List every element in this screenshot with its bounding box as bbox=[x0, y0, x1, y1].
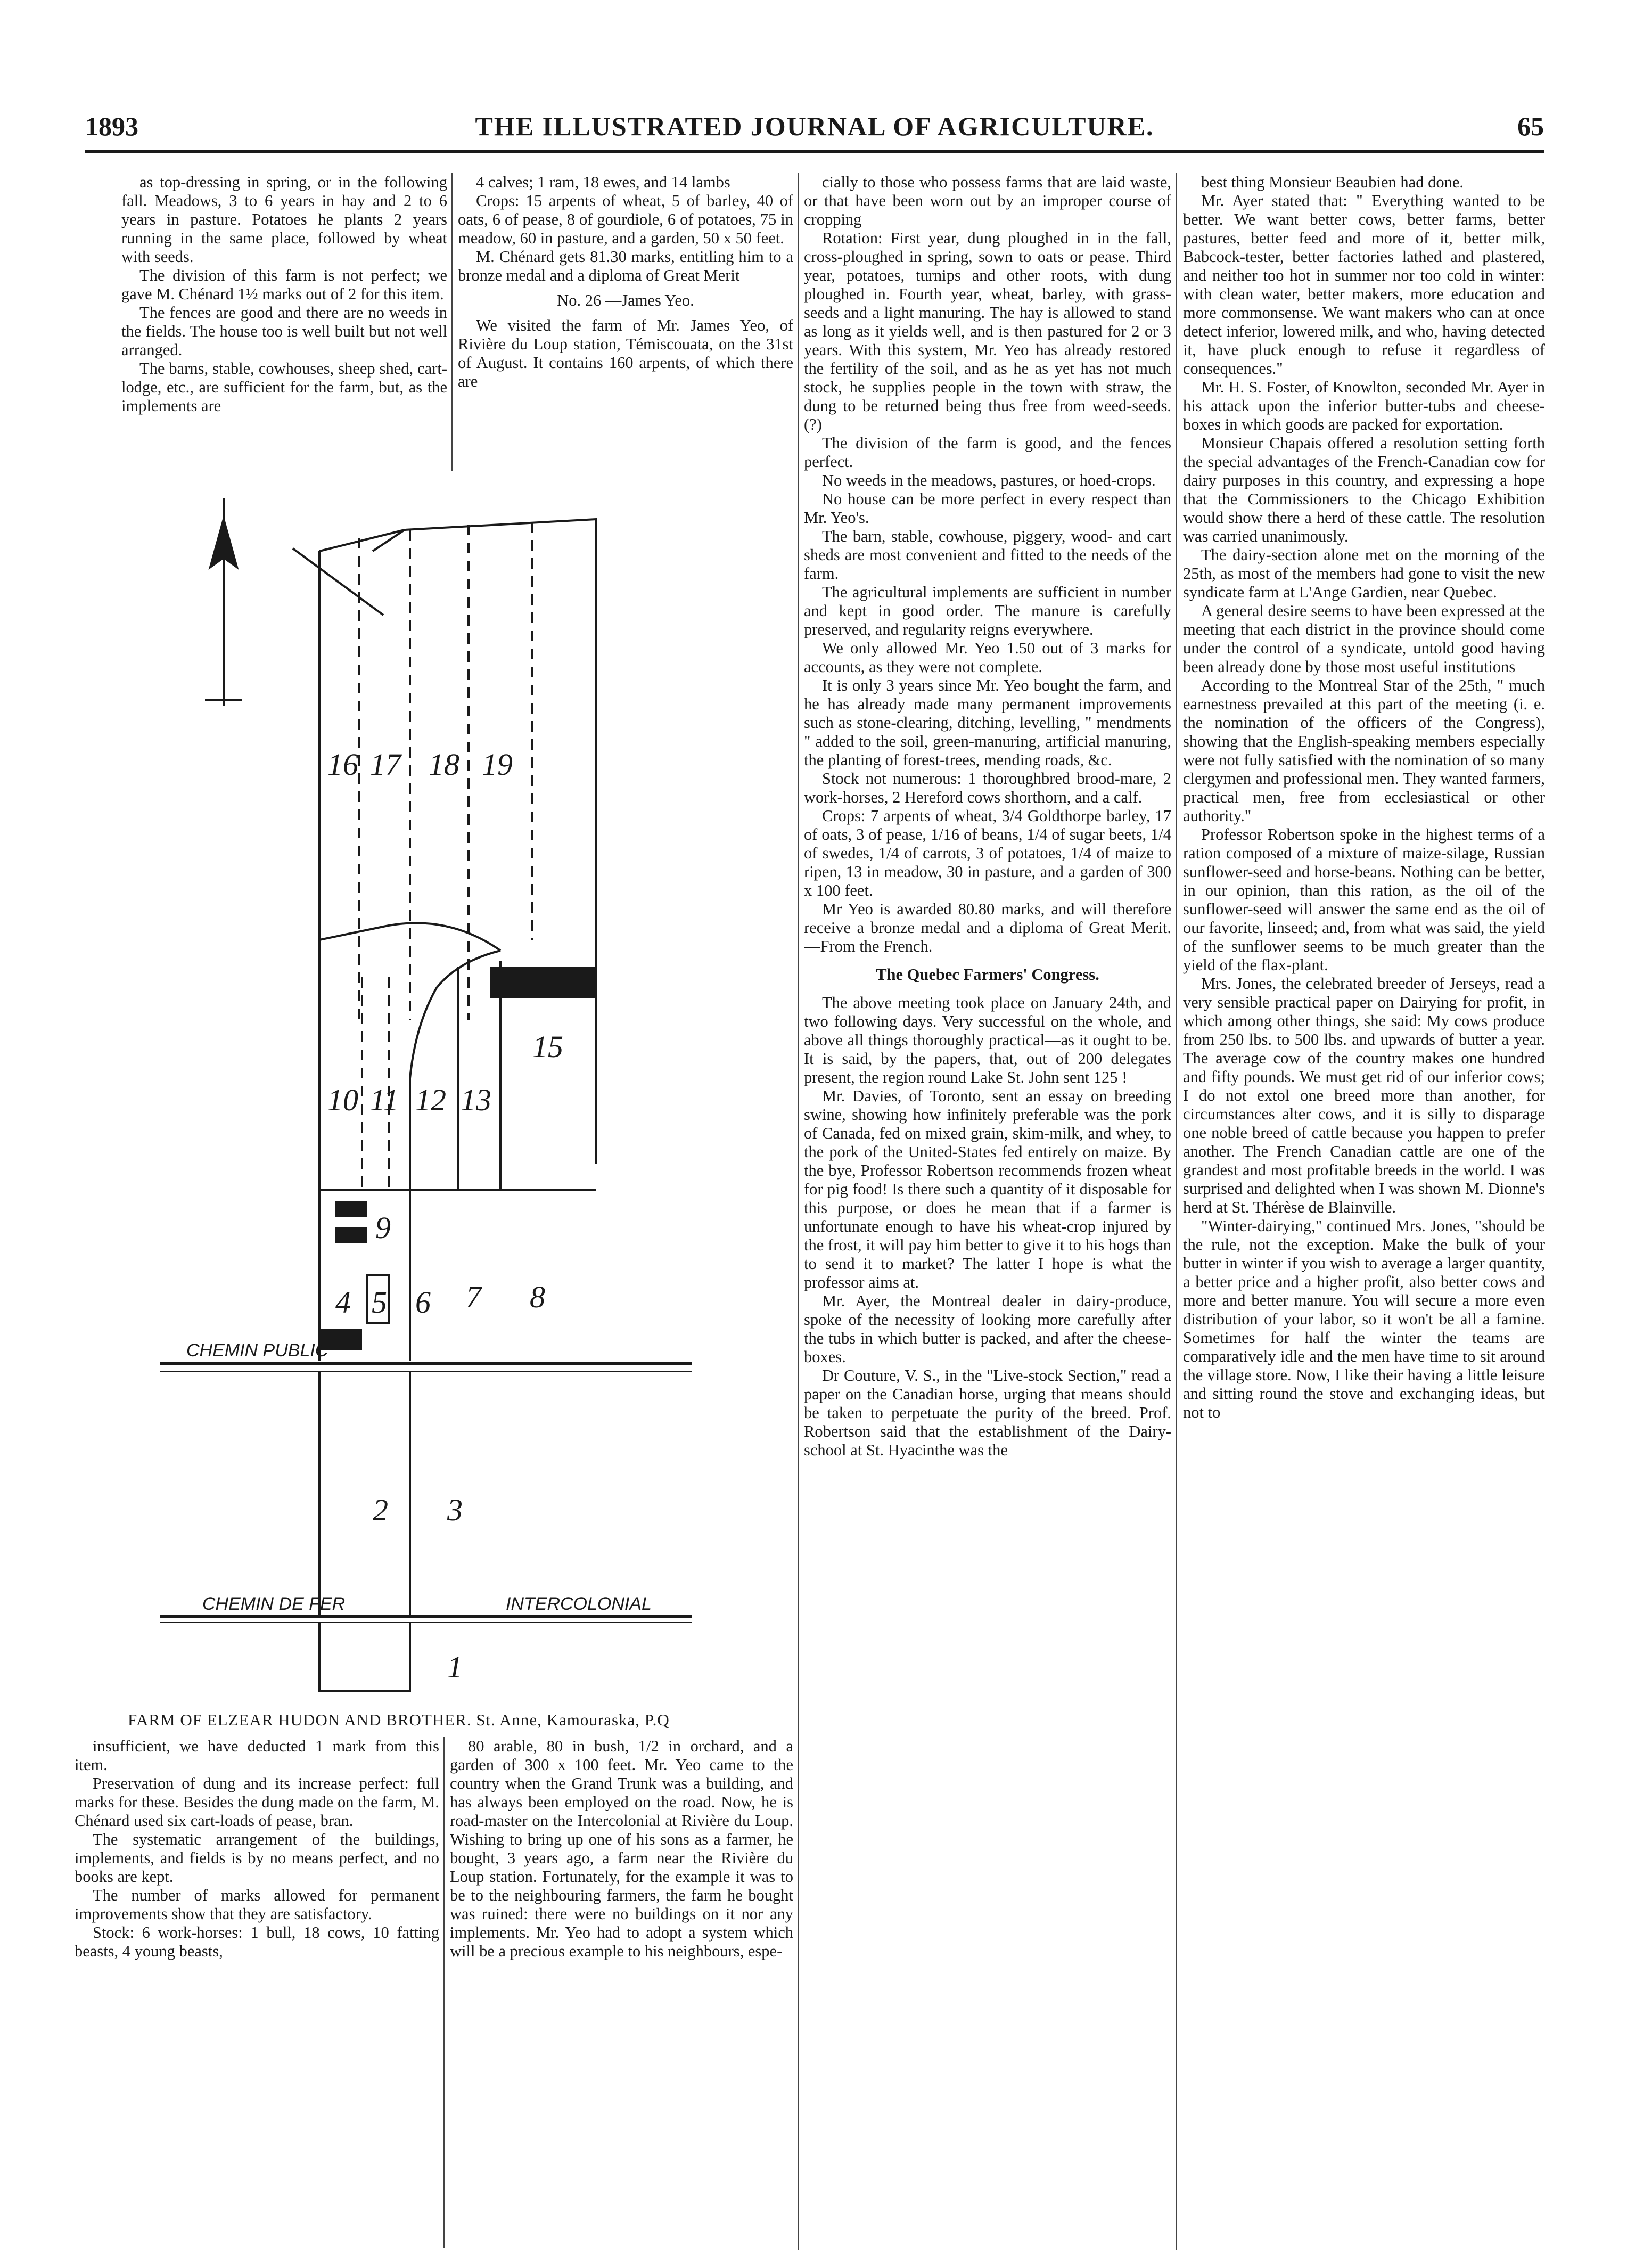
column-divider bbox=[1176, 173, 1177, 2250]
paragraph: Dr Couture, V. S., in the "Live-stock Section," read a paper on the Canadian horse, urging that means should be taken to perpetuate the purity of the breed. Prof. Robertson said that the establishment of the Dairy-school at St. Hyacinthe was the bbox=[804, 1366, 1171, 1459]
paragraph: The above meeting took place on January 24th, and two following days. Very successful on the whole, and above all things thoroughly practical—as it ought to be. It is said, by the papers, that, out of 200 delegates present, the region round Lake St. John sent 125 ! bbox=[804, 994, 1171, 1086]
paragraph: best thing Monsieur Beaubien had done. bbox=[1201, 173, 1464, 191]
paragraph: The number of marks allowed for permanent improvements show that they are satisfactory. bbox=[75, 1886, 439, 1923]
paragraph: A general desire seems to have been expressed at the meeting that each district in the province should come under the control of a syndicate, untold good having been already done by those most useful institutions bbox=[1183, 602, 1545, 676]
paragraph: We only allowed Mr. Yeo 1.50 out of 3 marks for accounts, as they were not complete. bbox=[804, 639, 1171, 676]
column-divider bbox=[451, 173, 453, 471]
paragraph: Professor Robertson spoke in the highest terms of a ration composed of a mixture of maize-silage, Russian sunflower-seed and horse-beans. Nothing can be better, in our opinion, than this ration, as the oil of the sunflower-seed will answer the same end as the oil of our favorite, linseed; and, from what was said, the yield of the sunflower seems to be much greater than the yield of the flax-plant. bbox=[1183, 825, 1545, 974]
paragraph: Mr. Ayer stated that: " Everything wanted to be better. We want better cows, better farms, better pastures, better feed and more of it, better milk, Babcock-tester, better factories lathed and plastered, and neither too hot in summer nor too cold in winter: with clean water, better makers, more education and more commonsense. We want makers who can at once detect inferior, lowered milk, and who, having detected it, have pluck enough to refuse it regardless of consequences." bbox=[1183, 192, 1545, 378]
paragraph: Rotation: First year, dung ploughed in in the fall, cross-ploughed in spring, sown to oats or pease. Third year, potatoes, turnips and other roots, with dung ploughed in. Fourth year, wheat, barley, with grass-seeds and a light manuring. The hay is allowed to stand as long as it yields well, and is then pastured for 2 or 3 years. With this system, Mr. Yeo has already restored the fertility of the soil, and as he as yet has not much stock, he supplies people in the town with straw, the dung to be returned being thus free from weed-seeds. (?) bbox=[804, 229, 1171, 433]
paragraph: We visited the farm of Mr. James Yeo, of Rivière du Loup station, Témiscouata, on the 31st of August. It contains 160 arpents, of which there are bbox=[458, 316, 793, 390]
column-2-top bbox=[458, 173, 793, 487]
header-rule bbox=[85, 150, 1544, 153]
paragraph: cially to those who possess farms that are laid waste, or that have been worn out by an improper course of cropping bbox=[804, 173, 1171, 228]
paragraph: The division of this farm is not perfect; we gave M. Chénard 1½ marks out of 2 for this item. bbox=[121, 266, 447, 303]
paragraph: 80 arable, 80 in bush, 1/2 in orchard, and a garden of 300 x 100 feet. Mr. Yeo came to the country when the Grand Trunk was a building, and has always been employed on the road. Now, he is road-master on the Intercolonial at Rivière du Loup. Wishing to bring up one of his sons as a farmer, he bought, 3 years ago, a farm near the Rivière du Loup station. Fortunately, for the example it was to be to the neighbouring farmers, the farm he bought was ruined: there were no buildings on it nor any implements. Mr. Yeo had to adopt a system which will be a precious example to his neighbours, espe- bbox=[450, 1737, 793, 1960]
paragraph: The barn, stable, cowhouse, piggery, wood- and cart sheds are most convenient and fitted to the needs of the farm. bbox=[804, 527, 1171, 583]
paragraph: Mr. Ayer, the Montreal dealer in dairy-produce, spoke of the necessity of looking more carefully after the tubs in which butter is packed, and after the cheese-boxes. bbox=[804, 1292, 1171, 1366]
plot-label: 19 bbox=[482, 747, 513, 782]
plot-label: 8 bbox=[530, 1280, 545, 1314]
road-label: CHEMIN PUBLIC bbox=[186, 1340, 328, 1361]
paragraph: Mr. Davies, of Toronto, sent an essay on breeding swine, showing how infinitely preferable was the pork of Canada, fed on mixed grain, skim-milk, and whey, to the pork of the United-States fed entirely on maize. By the bye, Professor Robertson recommends frozen wheat for pig food! Is there such a quantity of it disposable for this purpose, or does he mean that if a farmer is unfortunate enough to have his wheat-crop injured by the frost, it will pay him better to give it to his hogs than to send it to market? The latter I hope is what the professor aims at. bbox=[804, 1087, 1171, 1291]
paragraph: Preservation of dung and its increase perfect: full marks for these. Besides the dung made on the farm, M. Chénard used six cart-loads of pease, bran. bbox=[75, 1774, 439, 1830]
paragraph: The barns, stable, cowhouses, sheep shed, cart-lodge, etc., are sufficient for the farm, but, as the implements are bbox=[121, 359, 447, 415]
paragraph: No house can be more perfect in every respect than Mr. Yeo's. bbox=[804, 490, 1171, 527]
paragraph: Crops: 7 arpents of wheat, 3/4 Goldthorpe barley, 17 of oats, 3 of pease, 1/16 of beans, 1/4 of sugar beets, 1/4 of swedes, 1/4 of carrots, 3 of potatoes, 1/4 of maize to ripen, 13 in meadow, 30 in pasture, and a garden of 300 x 100 feet. bbox=[804, 807, 1171, 899]
plot-label: 10 bbox=[327, 1083, 358, 1117]
column-4 bbox=[1183, 173, 1545, 2250]
section-heading: No. 26 —James Yeo. bbox=[557, 291, 694, 309]
bottom-column-2 bbox=[450, 1737, 793, 2248]
bottom-column-1 bbox=[75, 1737, 439, 2248]
paragraph: Stock: 6 work-horses: 1 bull, 18 cows, 10 fatting beasts, 4 young beasts, bbox=[75, 1923, 439, 1960]
paragraph: According to the Montreal Star of the 25th, " much earnestness prevailed at this part of the meeting (i. e. the nomination of the officers of the Congress), showing that the English-speaking members especially were not fully satisfied with the nomination of so many clergymen and professional men. They wanted farmers, practical men, free from ecclesiastical or other authority." bbox=[1183, 676, 1545, 825]
paragraph: Mr Yeo is awarded 80.80 marks, and will therefore receive a bronze medal and a diploma of Great Merit. —From the French. bbox=[804, 900, 1171, 955]
paragraph: Stock not numerous: 1 thoroughbred brood-mare, 2 work-horses, 2 Hereford cows shorthorn, and a calf. bbox=[804, 769, 1171, 806]
paragraph: It is only 3 years since Mr. Yeo bought the farm, and he has already made many permanent improvements such as stone-clearing, ditching, levelling, " mendments " added to the soil, green-manuring, artificial manuring, the planting of forest-trees, mending roads, &c. bbox=[804, 676, 1171, 769]
plot-label: 16 bbox=[327, 747, 358, 782]
farm-map bbox=[160, 498, 692, 1701]
header-year: 1893 bbox=[85, 111, 138, 141]
paragraph: No weeds in the meadows, pastures, or hoed-crops. bbox=[822, 471, 1156, 489]
paragraph: 4 calves; 1 ram, 18 ewes, and 14 lambs bbox=[476, 173, 730, 191]
plot-label: 1 bbox=[447, 1650, 463, 1684]
plot-label: 12 bbox=[415, 1083, 446, 1117]
journal-title: THE ILLUSTRATED JOURNAL OF AGRICULTURE. bbox=[475, 111, 1154, 141]
plot-label: 3 bbox=[447, 1493, 463, 1527]
railway-label-right: INTERCOLONIAL bbox=[506, 1594, 652, 1614]
building bbox=[335, 1227, 367, 1243]
plot-label: 18 bbox=[429, 747, 459, 782]
map-caption: FARM OF ELZEAR HUDON AND BROTHER. St. Anne, Kamouraska, P.Q bbox=[128, 1710, 670, 1729]
plot-label: 9 bbox=[375, 1210, 391, 1245]
plot-label: 5 bbox=[372, 1285, 387, 1320]
building bbox=[335, 1201, 367, 1217]
plot-label: 13 bbox=[461, 1083, 491, 1117]
plot-label: 15 bbox=[532, 1029, 563, 1064]
paragraph: The dairy-section alone met on the morning of the 25th, as most of the members had gone to visit the new syndicate farm at L'Ange Gardien, near Quebec. bbox=[1183, 546, 1545, 601]
railway-label-left: CHEMIN DE FER bbox=[202, 1594, 346, 1614]
column-3 bbox=[804, 173, 1171, 2250]
paragraph: Crops: 15 arpents of wheat, 5 of barley, 40 of oats, 6 of pease, 8 of gourdiole, 6 of potatoes, 75 in meadow, 60 in pasture, and a garden, 50 x 50 feet. bbox=[458, 192, 793, 247]
paragraph: The systematic arrangement of the buildings, implements, and fields is by no means perfect, and no books are kept. bbox=[75, 1830, 439, 1886]
paragraph: as top-dressing in spring, or in the following fall. Meadows, 3 to 6 years in hay and 2 to 6 years in pasture. Potatoes he plants 2 years running in the same place, followed by wheat with seeds. bbox=[121, 173, 447, 266]
column-divider bbox=[798, 173, 799, 2250]
woodland-patch bbox=[490, 967, 596, 998]
column-divider bbox=[443, 1737, 445, 2248]
paragraph: The division of the farm is good, and the fences perfect. bbox=[804, 434, 1171, 471]
plot-label: 11 bbox=[370, 1083, 399, 1117]
plot-label: 6 bbox=[415, 1285, 431, 1320]
survey-line bbox=[293, 548, 383, 615]
paragraph: insufficient, we have deducted 1 mark from this item. bbox=[75, 1737, 439, 1774]
plot-label: 2 bbox=[373, 1493, 388, 1527]
paragraph: The fences are good and there are no weeds in the fields. The house too is well built but not well arranged. bbox=[121, 304, 447, 359]
plot-label: 17 bbox=[370, 747, 401, 782]
paragraph: Mrs. Jones, the celebrated breeder of Jerseys, read a very sensible practical paper on Dairying for profit, in which among other things, she said: My cows produce from 250 lbs. to 500 lbs. and upwards of butter a year. The average cow of the country makes one hundred and fifty pounds. We must get rid of our inferior cows; I do not extol one breed more than another, for circumstances alter cows, and it is silly to disparage one noble breed of cattle because you happen to prefer another. The French Canadian cattle are one of the grandest and most profitable breeds in the world. I was surprised and delighted when I was shown M. Dionne's herd at St. Thérèse de Blainville. bbox=[1183, 975, 1545, 1216]
paragraph: M. Chénard gets 81.30 marks, entitling him to a bronze medal and a diploma of Great Merit bbox=[458, 248, 793, 284]
section-heading: The Quebec Farmers' Congress. bbox=[876, 965, 1099, 984]
paragraph: "Winter-dairying," continued Mrs. Jones, "should be the rule, not the exception. Make the bulk of your butter in winter if you wish to average a larger quantity, a better price and a higher profit, also better cows and more and better manure. You will secure a more even distribution of your labor, so it won't be all a famine. Sometimes for half the winter the teams are comparatively idle and the men have time to sit around the village store. Now, I like their having a little leisure and sitting round the stove and exchanging ideas, but not to bbox=[1183, 1217, 1545, 1421]
paragraph: The agricultural implements are sufficient in number and kept in good order. The manure is carefully preserved, and regularity reigns everywhere. bbox=[804, 583, 1171, 638]
column-1-top bbox=[121, 173, 447, 487]
page-header bbox=[85, 111, 1544, 148]
lot-1-boundary bbox=[319, 1623, 410, 1691]
page-number: 65 bbox=[1517, 111, 1544, 141]
farm-map-drawing bbox=[160, 498, 692, 1701]
paragraph: Mr. H. S. Foster, of Knowlton, seconded Mr. Ayer in his attack upon the inferior butter-tubs and cheese-boxes in which goods are packed for exportation. bbox=[1183, 378, 1545, 433]
plot-label: 4 bbox=[335, 1285, 351, 1320]
paragraph: Monsieur Chapais offered a resolution setting forth the special advantages of the French-Canadian cow for dairy purposes in this country, and expressing a hope that the Commissioners to the Chicago Exhibition would show there a herd of these cattle. The resolution was carried unanimously. bbox=[1183, 434, 1545, 545]
plot-label: 7 bbox=[466, 1280, 481, 1314]
